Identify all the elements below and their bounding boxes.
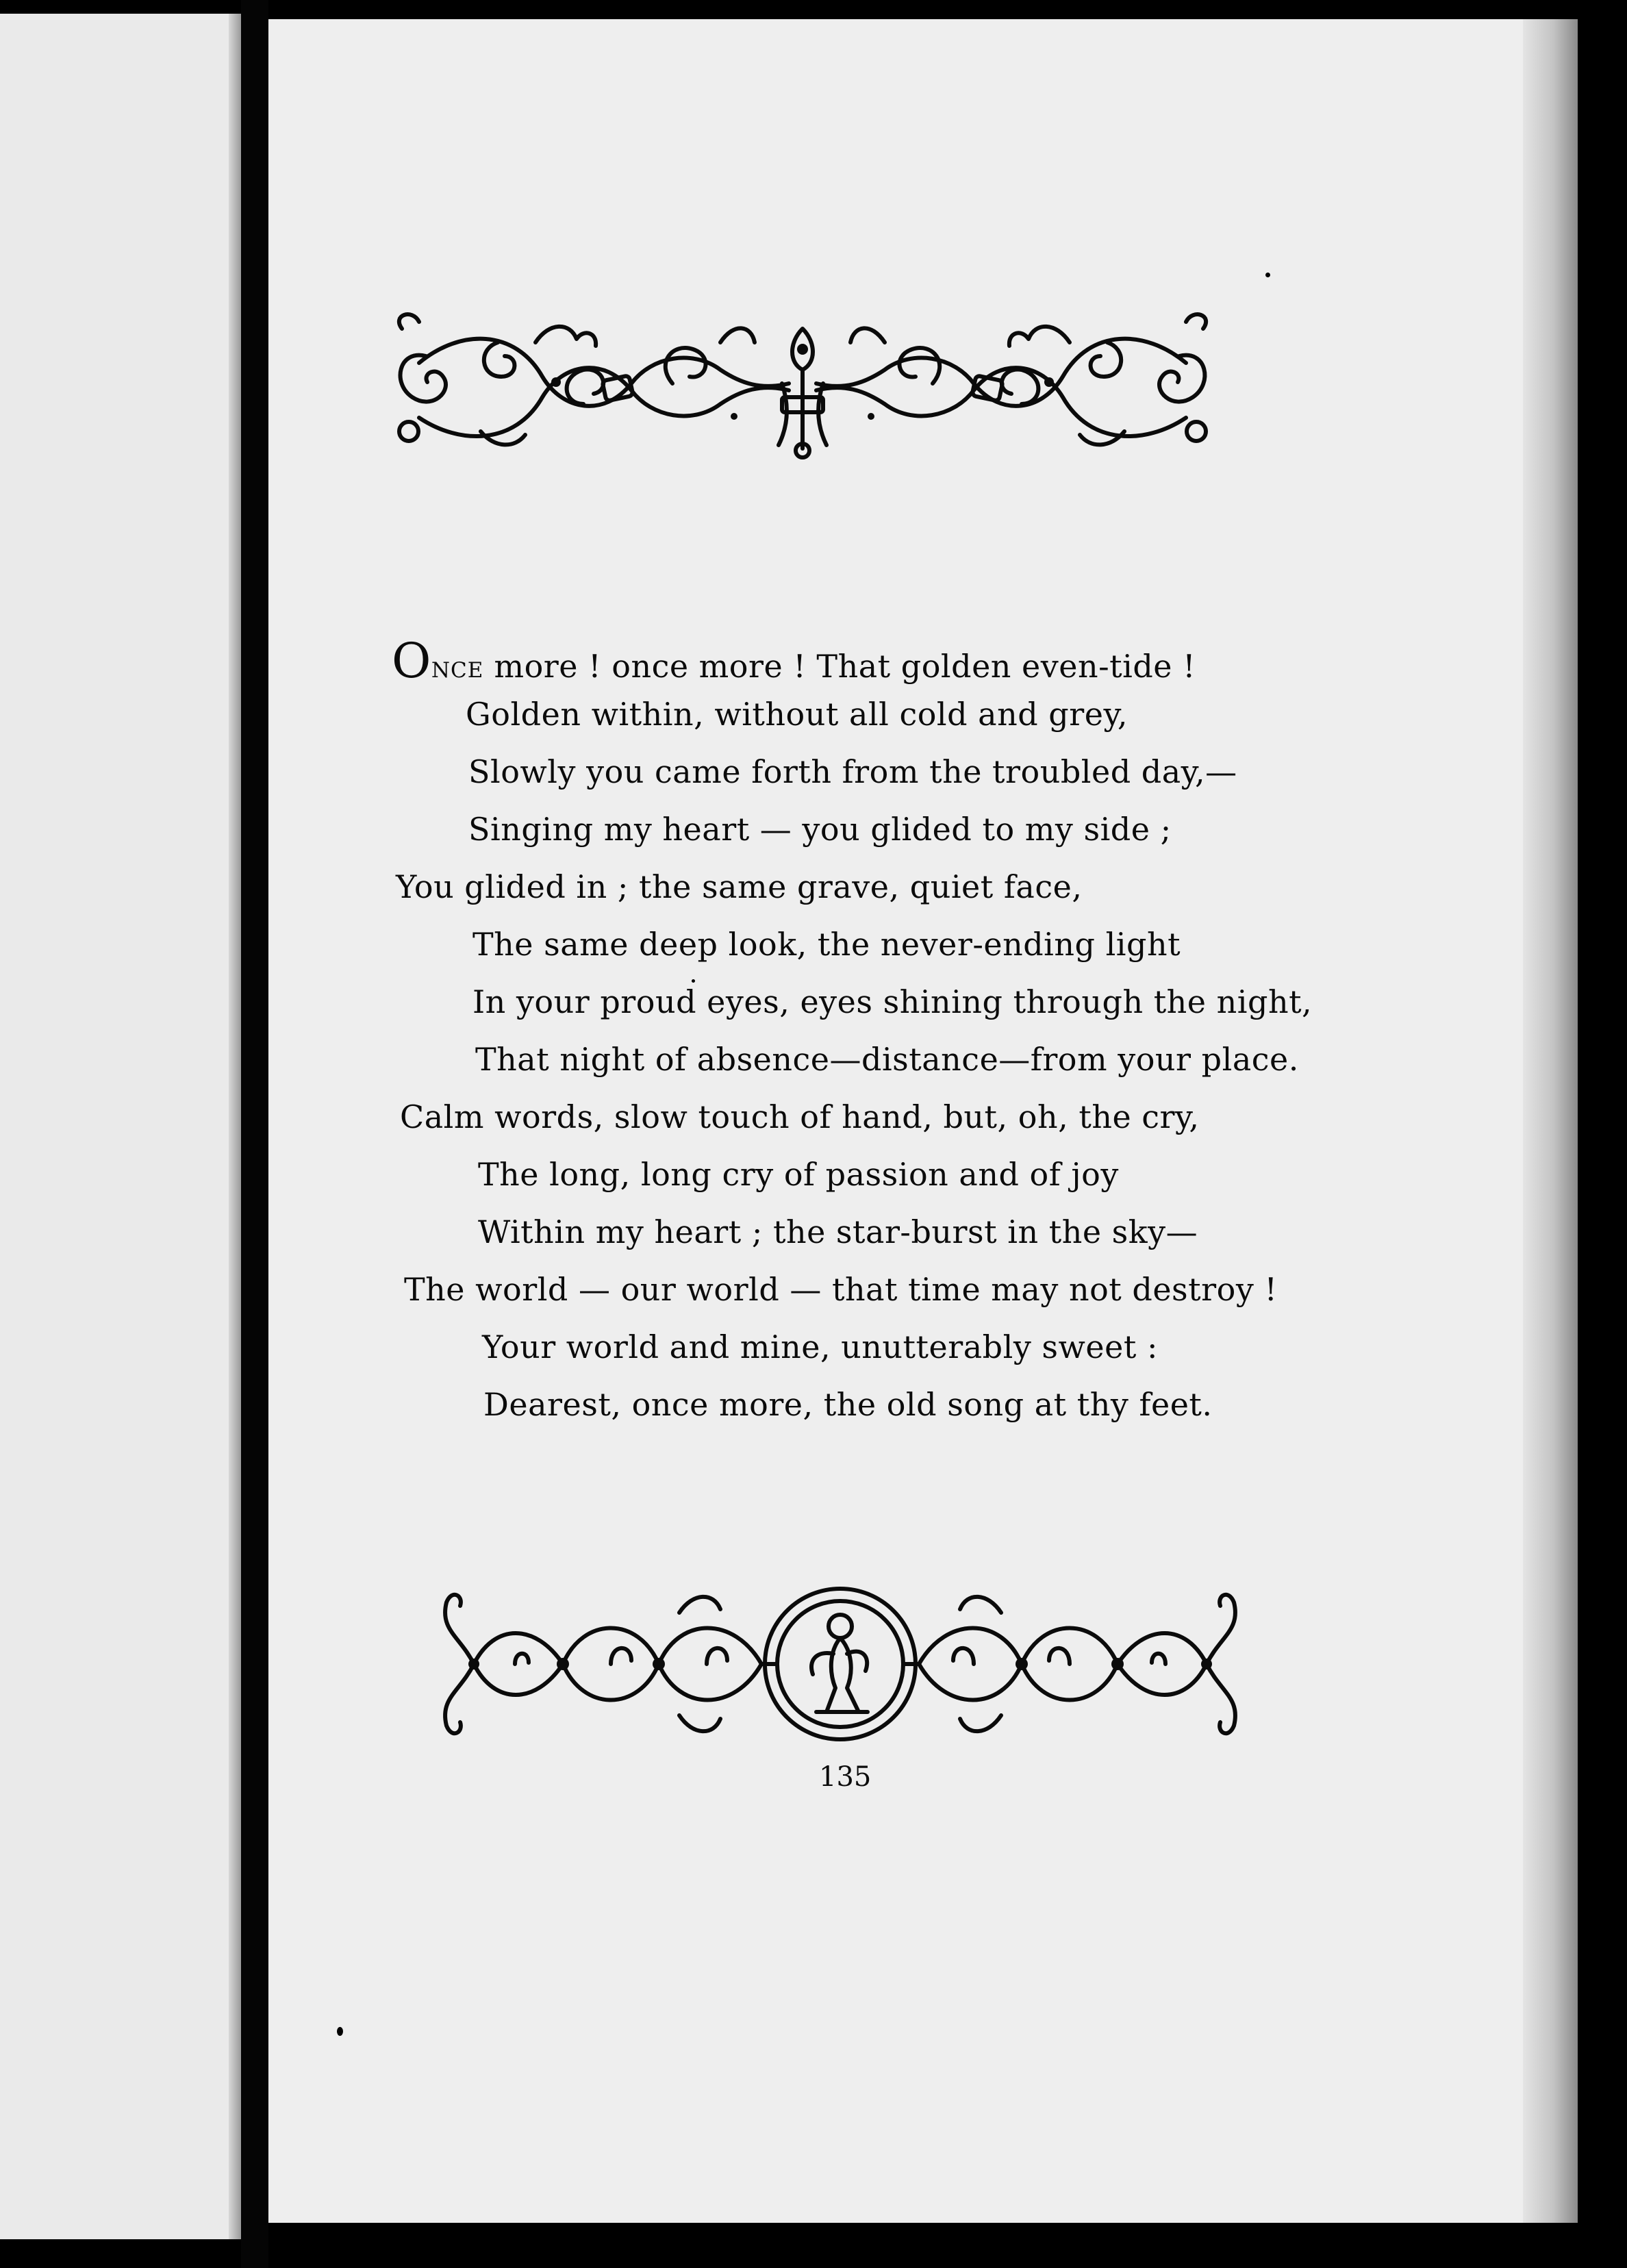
ink-speck (692, 979, 695, 983)
poem-line: The same deep look, the never-ending light (472, 926, 1181, 963)
headpiece-ornament (378, 301, 1227, 466)
poem-line: Singing my heart — you glided to my side ; (468, 811, 1172, 848)
page-number: 135 (819, 1761, 872, 1793)
drop-initial: O (392, 633, 431, 689)
poem-line: Slowly you came forth from the troubled day,— (468, 753, 1237, 790)
poem-line: The long, long cry of passion and of joy (478, 1156, 1119, 1193)
tailpiece-ornament (433, 1575, 1248, 1753)
poem-line: Dearest, once more, the old song at thy feet. (483, 1386, 1213, 1423)
poem-line: In your proud eyes, eyes shining through the night, (472, 983, 1313, 1020)
poem-line: Within my heart ; the star-burst in the sky— (478, 1213, 1198, 1250)
ink-speck (337, 2027, 343, 2036)
page-fore-edge (1523, 19, 1578, 2223)
poem-line: You glided in ; the same grave, quiet face, (396, 868, 1083, 905)
poem-line: Calm words, slow touch of hand, but, oh, the cry, (400, 1098, 1200, 1135)
book-gutter (241, 0, 268, 2268)
poem-line: That night of absence—distance—from your place. (475, 1041, 1299, 1078)
poem-line: Your world and mine, unutterably sweet : (482, 1328, 1158, 1365)
poem-line-first (392, 633, 1196, 689)
poem-line: The world — our world — that time may not destroy ! (404, 1271, 1278, 1308)
ink-speck (1265, 273, 1270, 277)
left-page-shadow (229, 14, 241, 2239)
left-page-edge (0, 14, 241, 2239)
first-line-text: more ! once more ! That golden even-tide ! (483, 648, 1196, 685)
small-caps-word: NCE (431, 658, 484, 683)
poem-line: Golden within, without all cold and grey, (466, 696, 1128, 733)
